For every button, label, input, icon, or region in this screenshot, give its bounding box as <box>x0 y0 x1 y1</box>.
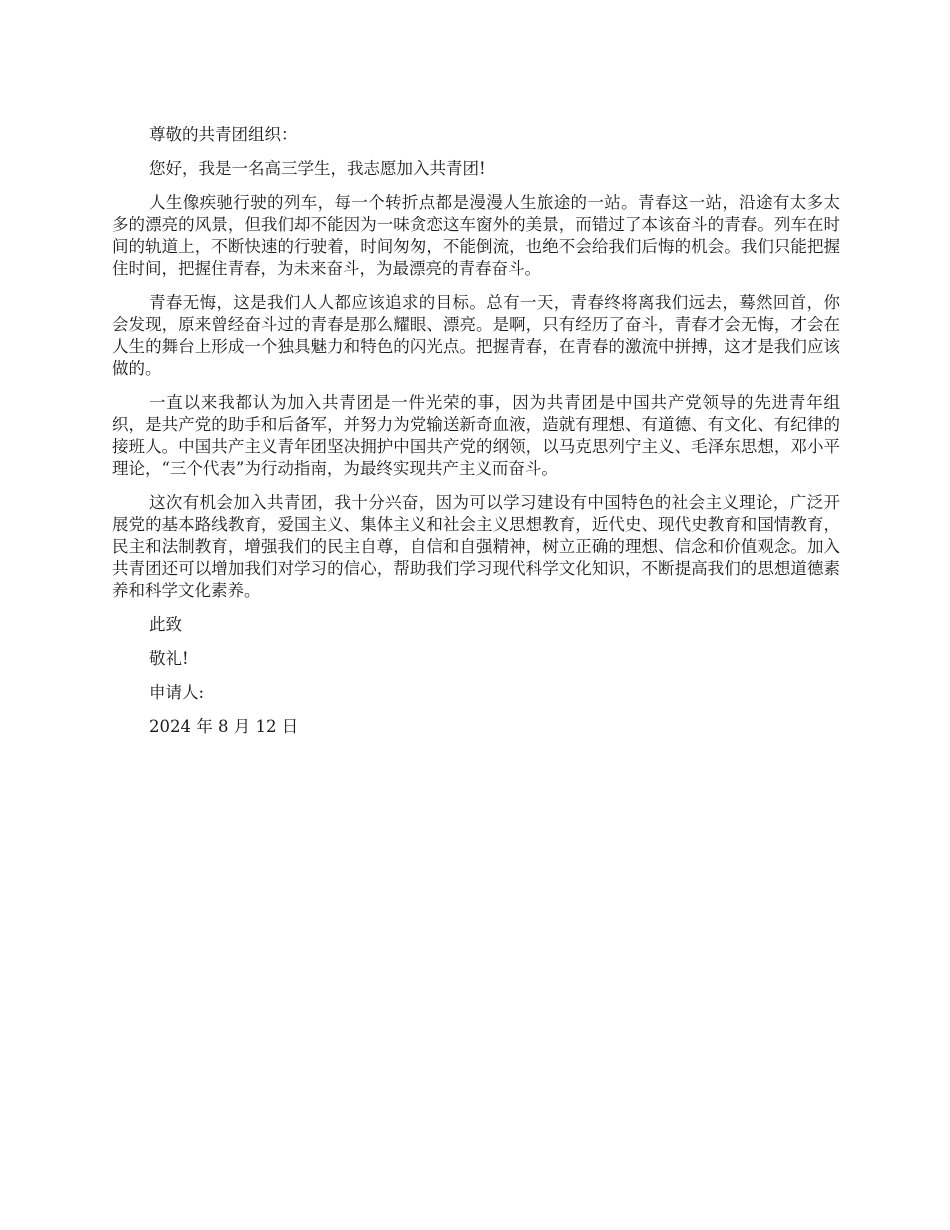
applicant-label: 申请人: <box>149 683 205 702</box>
salutation: 尊敬的共青团组织： <box>149 125 298 144</box>
paragraph-youth-train: 人生像疾驰行驶的列车，每一个转折点都是漫漫人生旅途的一站。青春这一站，沿途有太多太多的漂亮的风景，但我们却不能因为一味贪恋这车窗外的美景，而错过了本该奋斗的青春。列车在时间的轨道上，不断快速的行驶着，时间匆匆，不能倒流，也绝不会给我们后悔的机会。我们只能把握住时间，把握住青春，为未来奋斗，为最漂亮的青春奋斗。 <box>112 193 840 278</box>
date: 2024 年 8 月 12 日 <box>149 717 299 736</box>
paragraph-joining-benefits: 这次有机会加入共青团，我十分兴奋，因为可以学习建设有中国特色的社会主义理论，广泛开展党的基本路线教育，爱国主义、集体主义和社会主义思想教育，近代史、现代史教育和国情教育，民主和法制教育，增强我们的民主自尊，自信和自强精神，树立正确的理想、信念和价值观念。加入共青团还可以增加我们对学习的信心，帮助我们学习现代科学文化知识，不断提高我们的思想道德素养和科学文化素养。 <box>112 493 840 600</box>
greeting: 您好，我是一名高三学生，我志愿加入共青团! <box>149 159 486 178</box>
closing: 此致 <box>149 615 182 634</box>
paragraph-youth-no-regret: 青春无悔，这是我们人人都应该追求的目标。总有一天，青春终将离我们远去，蓦然回首，你会发现，原来曾经奋斗过的青春是那么耀眼、漂亮。是啊，只有经历了奋斗，青春才会无悔，才会在人生的舞台上形成一个独具魅力和特色的闪光点。把握青春，在青春的激流中拼搏，这才是我们应该做的。 <box>112 293 840 378</box>
paragraph-league-honor: 一直以来我都认为加入共青团是一件光荣的事，因为共青团是中国共产党领导的先进青年组织，是共产党的助手和后备军，并努力为党输送新奇血液，造就有理想、有道德、有文化、有纪律的接班人。中国共产主义青年团坚决拥护中国共产党的纲领，以马克思列宁主义、毛泽东思想，邓小平理论，“三个代表”为行动指南，为最终实现共产主义而奋斗。 <box>112 393 840 478</box>
regards: 敬礼! <box>149 649 189 668</box>
letter-body <box>112 124 840 750</box>
